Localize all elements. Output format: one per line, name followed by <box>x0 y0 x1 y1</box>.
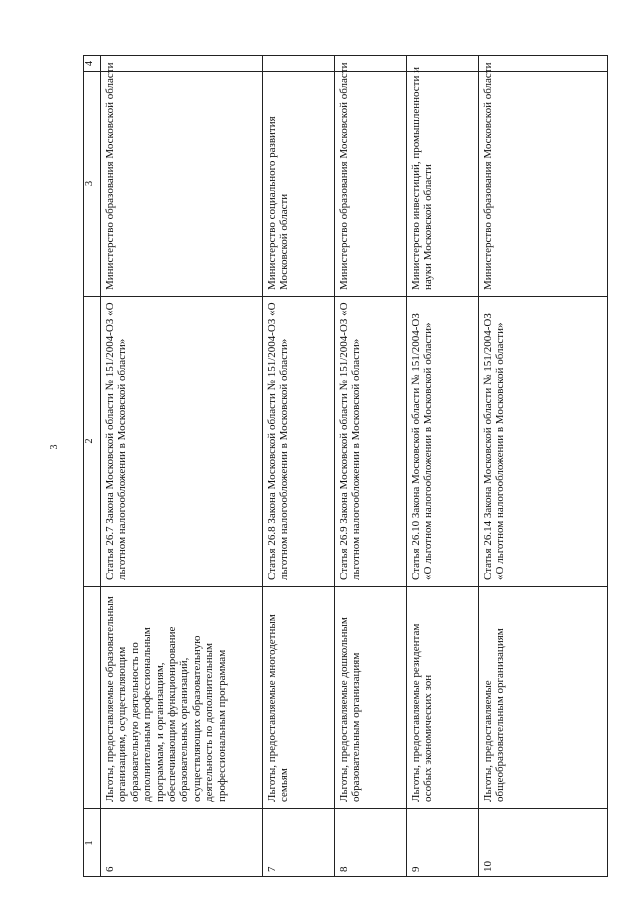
row-6-law: Статья 26.7 Закона Московской области № 151/2004-ОЗ «О льготном налогообложении в Московской области» <box>104 302 129 580</box>
row-7-number: 7 <box>266 866 278 872</box>
row-8-law: Статья 26.9 Закона Московской области № 151/2004-ОЗ «О льготном налогообложении в Московской области» <box>338 302 363 580</box>
row-9-law: Статья 26.10 Закона Московской области № 151/2004-ОЗ «О льготном налогообложении в Московской области» <box>410 313 435 580</box>
row-10-ministry: Министерство образования Московской области <box>482 62 494 290</box>
header-col-2: 2 <box>84 438 95 444</box>
header-col-1-unused <box>84 586 100 808</box>
page-number: 3 <box>49 444 60 450</box>
row-10-number: 10 <box>482 861 494 872</box>
row-10-benefit: Льготы, предоставляемые общеобразовательным организациям <box>482 628 507 802</box>
row-8-benefit: Льготы, предоставляемые дошкольным образовательным организациям <box>338 617 363 802</box>
row-8-ministry: Министерство образования Московской области <box>338 62 350 290</box>
header-col-4: 4 <box>84 60 95 67</box>
row-8-number: 8 <box>338 866 350 872</box>
row-6-benefit: Льготы, предоставляемые образовательным организациям, осуществляющим образовательную деятельность по дополнительным профессиональным программам, и организациям, обеспечивающим функционирование образовательных организаций, осуществляющих образовательную деятельность по дополнительным профессиональным программам <box>104 596 228 802</box>
header-col-1: 1 <box>84 840 95 846</box>
row-9-number: 9 <box>410 866 422 872</box>
row-6-ministry: Министерство образования Московской области <box>104 62 116 290</box>
row-9-ministry: Министерство инвестиций, промышленности и науки Московской области <box>410 67 435 290</box>
header-col-3: 3 <box>84 180 95 187</box>
row-7-benefit: Льготы, предоставляемые многодетным семьям <box>266 614 291 802</box>
row-9-benefit: Льготы, предоставляемые резидентам особых экономических зон <box>410 623 435 802</box>
benefits-table <box>83 55 608 877</box>
row-10-law: Статья 26.14 Закона Московской области № 151/2004-ОЗ «О льготном налогообложении в Московской области» <box>482 313 507 580</box>
row-6-number: 6 <box>104 866 116 872</box>
row-7-ministry: Министерство социального развития Московской области <box>266 116 291 290</box>
row-7-law: Статья 26.8 Закона Московской области № 151/2004-ОЗ «О льготном налогообложении в Московской области» <box>266 302 291 580</box>
